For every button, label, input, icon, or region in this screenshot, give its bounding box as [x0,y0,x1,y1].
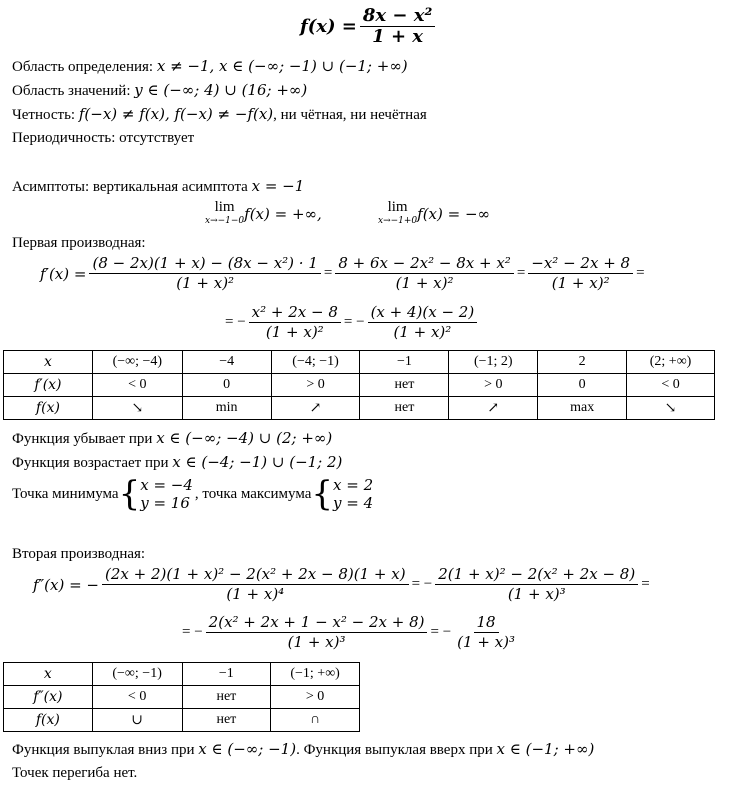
d1-frac5-den: (1 + x)² [393,323,452,341]
d2-frac3-den: (1 + x)³ [287,633,346,651]
inflection-line: Точек перегиба нет. [12,765,138,781]
d2-frac4-num: 18 [474,613,499,633]
table-cell: (−1; +∞) [271,663,360,686]
equals: = [516,265,526,281]
lim-subscript: x→−1+0 [378,216,418,226]
row-header-cell: x [4,663,93,686]
periodicity-line: Периодичность: отсутствует [12,130,195,146]
table-cell: min [182,397,271,420]
asymptote-label: Асимптоты: вертикальная асимптота [12,179,252,195]
table-row [4,709,360,732]
formula-numerator: 8x − x² [360,6,436,27]
decreasing-label: Функция убывает при [12,431,157,447]
lim-subscript: x→−1−0 [205,216,245,226]
equals: = [641,576,650,592]
convex-down-label: Функция выпуклая вниз при [12,742,199,758]
table-cell: (−∞; −4) [92,351,182,374]
parity-label: Четность: [12,107,79,123]
main-function-formula [300,6,438,47]
table-cell: < 0 [92,374,182,397]
table-cell: (−1; 2) [449,351,538,374]
lim-word: lim [214,199,235,215]
d1-frac3-den: (1 + x)² [551,274,610,292]
d1-frac1-den: (1 + x)² [176,274,235,292]
min-label: Точка минимума [12,485,119,502]
d2-frac3-num: 2(x² + 2x + 1 − x² − 2x + 8) [206,613,428,633]
row-header-cell: f″(x) [4,686,93,709]
table-cell: max [538,397,627,420]
equals: = [636,265,645,281]
table-cell: ↘ [627,397,715,420]
table-cell: нет [360,374,449,397]
parity-value: f(−x) ≠ f(x), f(−x) ≠ −f(x) [78,105,274,123]
equals-minus: = − [430,624,452,640]
d1-lhs: f′(x) = [40,264,87,283]
d2-frac1-den: (1 + x)⁴ [226,585,285,603]
table-cell: −4 [182,351,271,374]
d1-frac5-num: (x + 4)(x − 2) [368,303,478,323]
second-derivative-row-1 [33,565,650,604]
decreasing-line [12,429,332,448]
asymptote-line [12,177,304,196]
table-cell: нет [182,686,271,709]
max-system: { x = 2 y = 4 [311,474,374,514]
table-cell: (2; +∞) [627,351,715,374]
increasing-label: Функция возрастает при [12,455,173,471]
convexity-line [12,740,594,759]
limit-left [205,200,322,228]
d1-frac2-den: (1 + x)² [395,274,454,292]
d1-frac4-num: x² + 2x − 8 [249,303,341,323]
d1-frac2-num: 8 + 6x − 2x² − 8x + x² [335,254,513,274]
d2-frac2-num: 2(1 + x)² − 2(x² + 2x − 8) [435,565,638,585]
table-cell: < 0 [627,374,715,397]
convex-down-value: x ∈ (−∞; −1) [198,740,297,758]
formula-fraction [360,6,436,47]
increasing-line [12,453,342,472]
first-derivative-row-1 [40,254,645,293]
equals-minus: = − [225,314,246,330]
first-derivative-label: Первая производная: [12,235,146,251]
formula-denominator: 1 + x [372,26,424,47]
table-cell: (−∞; −1) [92,663,182,686]
equals-minus: = − [182,624,203,640]
limit-expression: f(x) = −∞ [417,205,491,223]
table-cell: ∩ [271,709,360,732]
row-header-cell: x [4,351,93,374]
decreasing-value: x ∈ (−∞; −4) ∪ (2; +∞) [156,429,333,447]
max-label: , точка максимума [194,485,312,502]
table-cell: 0 [538,374,627,397]
min-system: { x = −4 y = 16 [118,474,193,514]
equals-minus: = − [343,314,365,330]
table-row [4,351,715,374]
min-x: x = −4 [140,476,193,494]
second-derivative-label: Вторая производная: [12,546,146,562]
parity-tail: , ни чётная, ни нечётная [273,107,427,123]
table-row [4,397,715,420]
domain-value: x ≠ −1, x ∈ (−∞; −1) ∪ (−1; +∞) [156,57,408,75]
domain-line [12,57,408,76]
table-cell: 2 [538,351,627,374]
row-header-cell: f(x) [4,397,93,420]
table-cell: > 0 [271,686,360,709]
table-cell: > 0 [271,374,360,397]
table-cell: > 0 [449,374,538,397]
convex-up-label: . Функция выпуклая вверх при [296,742,497,758]
d2-frac2-den: (1 + x)³ [507,585,566,603]
range-label: Область значений: [12,83,135,99]
d2-lhs: f″(x) = − [33,575,99,594]
table-cell: ↗ [271,397,360,420]
table-row [4,663,360,686]
range-value: y ∈ (−∞; 4) ∪ (16; +∞) [134,81,308,99]
equals-minus: = − [411,576,433,592]
limit-expression: f(x) = +∞, [244,205,322,223]
parity-line [12,105,427,124]
d2-frac1-num: (2x + 2)(1 + x)² − 2(x² + 2x − 8)(1 + x) [102,565,409,585]
d1-frac1-num: (8 − 2x)(1 + x) − (8x − x²) · 1 [89,254,320,274]
d1-frac4-den: (1 + x)² [265,323,324,341]
convex-up-value: x ∈ (−1; +∞) [496,740,595,758]
d2-frac4-den: (1 + x)³ [457,633,515,651]
max-x: x = 2 [333,476,374,494]
table-cell: (−4; −1) [271,351,360,374]
table-row [4,686,360,709]
d1-frac3-num: −x² − 2x + 8 [528,254,633,274]
table-cell: 0 [182,374,271,397]
range-line [12,81,307,100]
min-y: y = 16 [140,494,190,512]
asymptote-value: x = −1 [251,177,305,195]
table-cell: ∪ [92,709,182,732]
increasing-value: x ∈ (−4; −1) ∪ (−1; 2) [172,453,343,471]
table-cell: нет [360,397,449,420]
extremum-line [12,476,373,512]
max-y: y = 4 [333,494,374,512]
second-derivative-row-2 [182,613,521,652]
domain-label: Область определения: [12,59,157,75]
equals: = [323,265,333,281]
table-row [4,374,715,397]
formula-lhs: f(x) = [300,16,357,37]
table-cell: нет [182,709,271,732]
lim-word: lim [387,199,408,215]
row-header-cell: f′(x) [4,374,93,397]
table-cell: ↘ [92,397,182,420]
convexity-table [3,662,360,732]
limit-right [378,200,490,228]
row-header-cell: f(x) [4,709,93,732]
table-cell: ↗ [449,397,538,420]
table-cell: −1 [360,351,449,374]
first-derivative-row-2 [225,303,480,342]
table-cell: −1 [182,663,271,686]
monotonicity-table [3,350,715,420]
table-cell: < 0 [92,686,182,709]
